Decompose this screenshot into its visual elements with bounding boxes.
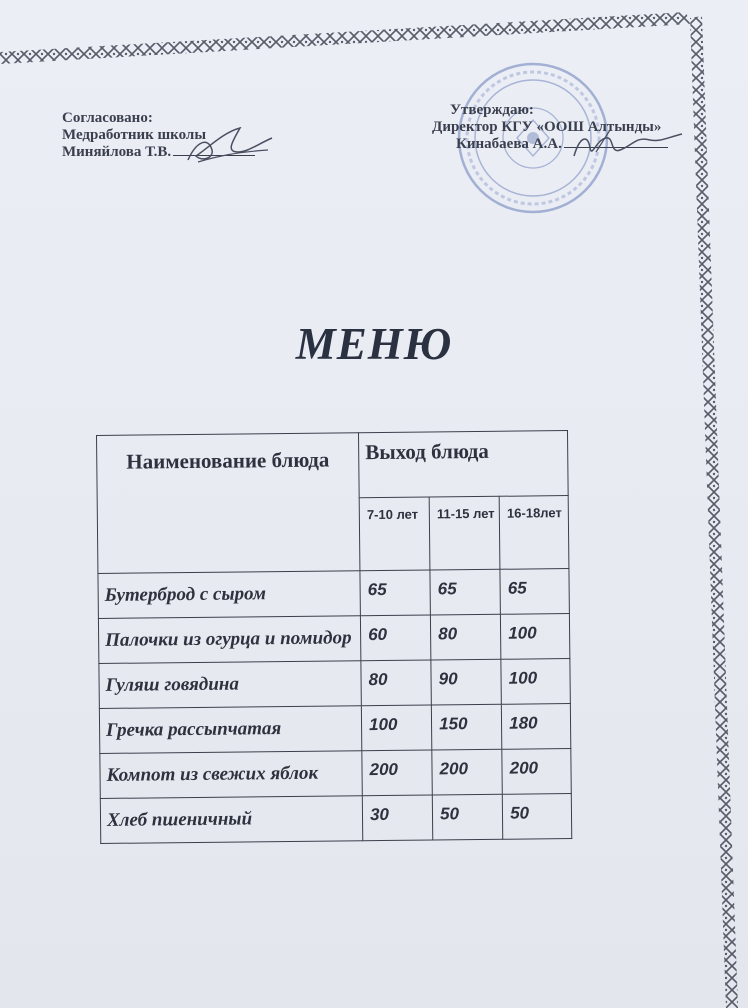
dish-name: Гуляш говядина [99, 661, 362, 709]
approval-right-heading: Утверждаю: [450, 102, 534, 118]
portion-value: 90 [431, 659, 502, 705]
approval-right-position: Директор КГУ «ООШ Алтынды» [432, 119, 662, 135]
portion-value: 200 [362, 750, 433, 796]
table-row [98, 569, 569, 619]
dish-name: Хлеб пшеничный [100, 796, 363, 844]
portion-value: 50 [502, 794, 571, 840]
age-group-16-18: 16-18лет [499, 496, 569, 570]
portion-value: 100 [361, 705, 432, 751]
portion-value: 180 [502, 704, 571, 750]
age-group-7-10: 7-10 лет [359, 497, 430, 571]
dish-name: Бутерброд с сыром [98, 571, 361, 619]
portion-value: 65 [500, 569, 569, 615]
dish-name: Палочки из огурца и помидор [98, 616, 361, 664]
page-title: МЕНЮ [295, 319, 453, 369]
approval-left-heading: Согласовано: [62, 110, 153, 126]
header-dish-name: Наименование блюда [97, 433, 360, 574]
menu-table [96, 430, 572, 844]
signature-left [178, 122, 278, 168]
portion-value: 200 [502, 749, 571, 795]
portion-value: 100 [501, 659, 570, 705]
table-row [99, 659, 570, 709]
portion-value: 150 [431, 704, 502, 750]
table-header-row [97, 431, 569, 501]
table-row [100, 749, 571, 799]
dish-name: Компот из свежих яблок [100, 751, 363, 799]
age-group-11-15: 11-15 лет [429, 496, 500, 570]
portion-value: 50 [432, 794, 503, 840]
header-dish-output: Выход блюда [359, 431, 569, 498]
portion-value: 60 [360, 615, 431, 661]
dish-name: Гречка рассыпчатая [99, 706, 362, 754]
portion-value: 100 [501, 614, 570, 660]
portion-value: 80 [431, 614, 502, 660]
portion-value: 30 [362, 795, 433, 841]
approval-left-name: Миняйлова Т.В. [62, 144, 172, 160]
portion-value: 80 [361, 660, 432, 706]
portion-value: 65 [430, 569, 501, 615]
approval-left-position: Медработник школы [62, 127, 207, 143]
portion-value: 200 [432, 749, 503, 795]
portion-value: 65 [360, 570, 431, 616]
table-row [98, 614, 569, 664]
approval-right-name: Кинабаева А.А. [456, 136, 562, 152]
table-row [100, 794, 571, 844]
table-row [99, 704, 570, 754]
signature-right [566, 126, 686, 166]
